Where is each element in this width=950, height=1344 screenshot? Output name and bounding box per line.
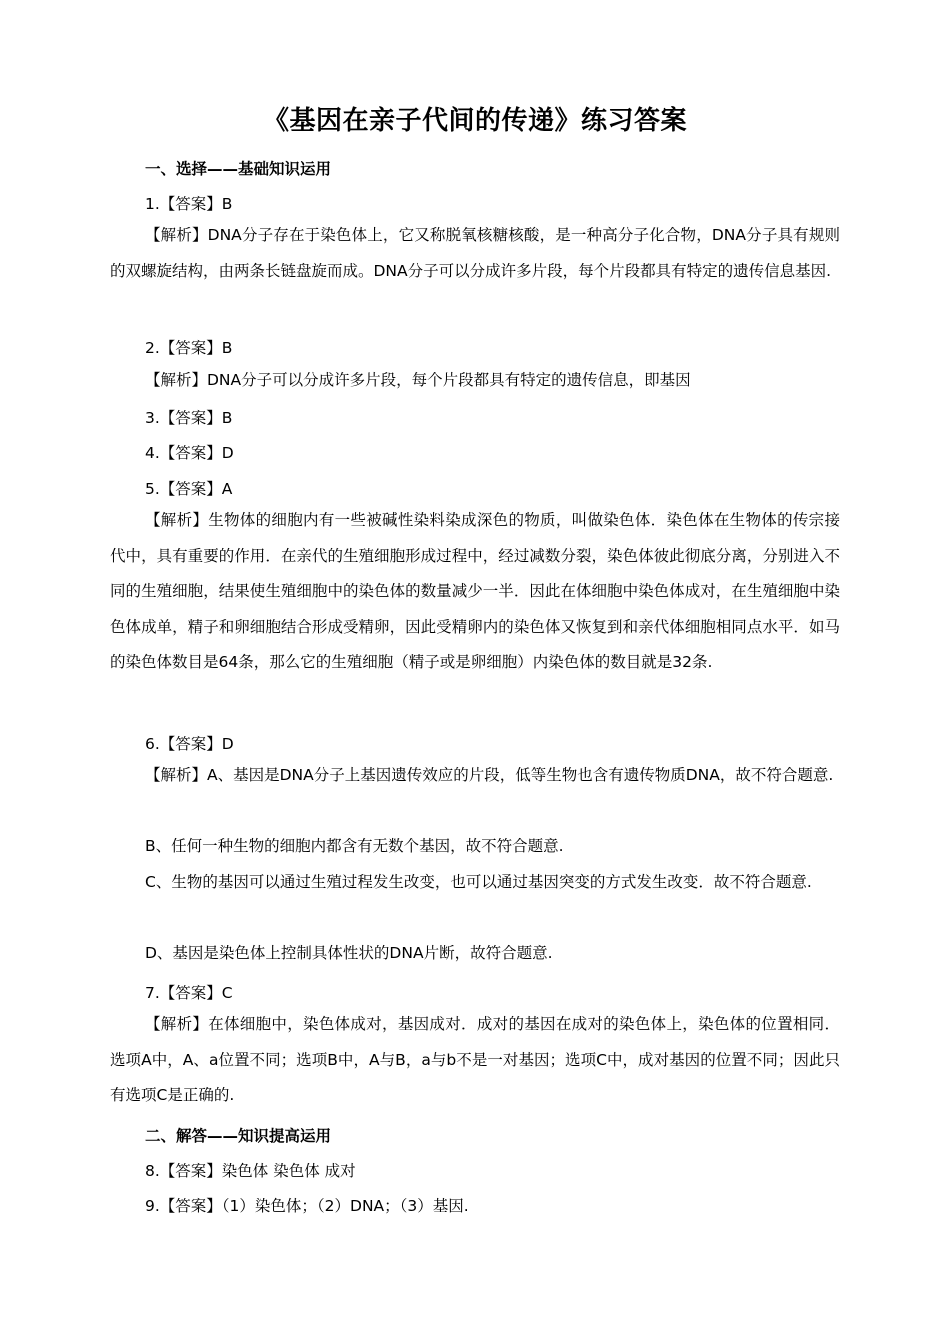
q5-answer: 5.【答案】A <box>145 480 233 498</box>
q6-option-c: C、生物的基因可以通过生殖过程发生改变，也可以通过基因突变的方式发生改变．故不符合题意. <box>145 873 812 891</box>
section-heading-answer: 二、解答——知识提高运用 <box>145 1127 332 1145</box>
q6-analysis: 【解析】A、基因是DNA分子上基因遗传效应的片段，低等生物也含有遗传物质DNA，故不符合题意. <box>145 766 834 784</box>
page-title: 《基因在亲子代间的传递》练习答案 <box>262 106 687 136</box>
q1-analysis: 【解析】DNA分子存在于染色体上，它又称脱氧核糖核酸，是一种高分子化合物，DNA分子具有规则的双螺旋结构，由两条长链盘旋而成。DNA分子可以分成许多片段，每个片段都具有特定的遗传信息基因. <box>110 226 840 280</box>
q7-analysis: 【解析】在体细胞中，染色体成对，基因成对．成对的基因在成对的染色体上，染色体的位置相同．选项A中，A、a位置不同；选项B中，A与B，a与b不是一对基因；选项C中，成对基因的位置不同；因此只有选项C是正确的. <box>110 1015 840 1104</box>
q4-answer: 4.【答案】D <box>145 444 234 462</box>
q8-answer: 8.【答案】染色体 染色体 成对 <box>145 1162 356 1180</box>
q7-answer: 7.【答案】C <box>145 984 233 1002</box>
section-heading-choice: 一、选择——基础知识运用 <box>145 160 332 178</box>
q9-answer: 9.【答案】（1）染色体；（2）DNA；（3）基因. <box>145 1197 469 1215</box>
q1-answer: 1.【答案】B <box>145 195 233 213</box>
q6-option-b: B、任何一种生物的细胞内都含有无数个基因，故不符合题意. <box>145 837 564 855</box>
q2-answer: 2.【答案】B <box>145 339 233 357</box>
q2-analysis: 【解析】DNA分子可以分成许多片段，每个片段都具有特定的遗传信息，即基因 <box>145 371 691 389</box>
q6-option-d: D、基因是染色体上控制具体性状的DNA片断，故符合题意. <box>145 944 553 962</box>
q3-answer: 3.【答案】B <box>145 409 233 427</box>
q6-answer: 6.【答案】D <box>145 735 234 753</box>
q5-analysis: 【解析】生物体的细胞内有一些被碱性染料染成深色的物质，叫做染色体．染色体在生物体的传宗接代中，具有重要的作用．在亲代的生殖细胞形成过程中，经过减数分裂，染色体彼此彻底分离，分别进入不同的生殖细胞，结果使生殖细胞中的染色体的数量减少一半．因此在体细胞中染色体成对，在生殖细胞中染色体成单，精子和卵细胞结合形成受精卵，因此受精卵内的染色体又恢复到和亲代体细胞相同点水平．如马的染色体数目是64条，那么它的生殖细胞（精子或是卵细胞）内染色体的数目就是32条. <box>110 511 840 671</box>
